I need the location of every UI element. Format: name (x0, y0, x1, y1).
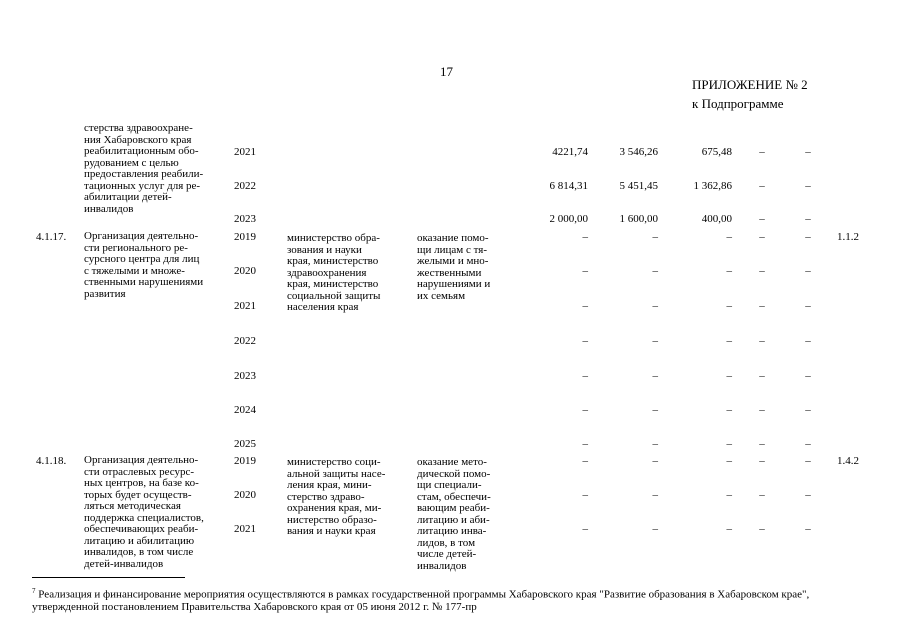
year-cell: 2022 (234, 335, 256, 347)
value-local: – (759, 213, 765, 225)
value-regional: – (726, 335, 732, 347)
value-regional: – (726, 489, 732, 501)
value-other: – (805, 146, 811, 158)
year-cell: 2022 (234, 180, 256, 192)
year-cell: 2019 (234, 231, 256, 243)
year-cell: 2025 (234, 438, 256, 450)
value-federal: – (652, 455, 658, 467)
year-cell: 2021 (234, 300, 256, 312)
value-federal: – (652, 438, 658, 450)
row-number: 4.1.18. (36, 455, 67, 467)
appendix-subtitle: к Подпрограмме (692, 96, 784, 111)
row-result: оказание мето- дической помо- щи специали- стам, обеспечи- вающим реаби- литацию и аби- литацию инва- лидов, в том числе детей- инвалидов (417, 456, 491, 572)
row-executor: министерство обра- зования и науки края, министерство здравоохранения края, министерство социальной защиты населения края (287, 232, 381, 313)
value-regional: 400,00 (701, 213, 732, 225)
value-federal: – (652, 404, 658, 416)
value-regional: – (726, 370, 732, 382)
value-local: – (759, 180, 765, 192)
value-local: – (759, 231, 765, 243)
row-indicator: 1.4.2 (837, 455, 859, 467)
value-local: – (759, 265, 765, 277)
row-name: стерства здравоохране- ния Хабаровского края реабилитационным обо- рудованием с целью предоставления реабили- тационных услуг для ре- абилитации детей- инвалидов (84, 122, 204, 215)
row-name: Организация деятельно- сти регионального ре- сурсного центра для лиц с тяжелыми и множе- ственными нарушениями развития (84, 230, 204, 300)
value-federal: – (652, 523, 658, 535)
value-total: – (582, 300, 588, 312)
footnote-divider (32, 577, 185, 578)
year-cell: 2021 (234, 523, 256, 535)
value-federal: 5 451,45 (619, 180, 658, 192)
footnote (32, 585, 872, 614)
value-total: – (582, 231, 588, 243)
value-total: 4221,74 (552, 146, 588, 158)
value-regional: – (726, 438, 732, 450)
value-other: – (805, 523, 811, 535)
row-result: оказание помо- щи лицам с тя- желыми и мно- жественными нарушениями и их семьям (417, 232, 491, 302)
value-regional: – (726, 300, 732, 312)
value-total: – (582, 335, 588, 347)
value-federal: – (652, 489, 658, 501)
value-local: – (759, 455, 765, 467)
row-indicator: 1.1.2 (837, 231, 859, 243)
value-other: – (805, 455, 811, 467)
value-local: – (759, 523, 765, 535)
year-cell: 2024 (234, 404, 256, 416)
value-regional: 675,48 (701, 146, 732, 158)
row-number: 4.1.17. (36, 231, 67, 243)
value-total: – (582, 438, 588, 450)
appendix-title: ПРИЛОЖЕНИЕ № 2 (692, 77, 808, 92)
year-cell: 2021 (234, 146, 256, 158)
value-federal: 3 546,26 (619, 146, 658, 158)
value-other: – (805, 335, 811, 347)
value-regional: – (726, 455, 732, 467)
value-regional: – (726, 265, 732, 277)
value-federal: 1 600,00 (619, 213, 658, 225)
value-local: – (759, 146, 765, 158)
value-regional: – (726, 523, 732, 535)
value-other: – (805, 300, 811, 312)
value-regional: – (726, 404, 732, 416)
year-cell: 2019 (234, 455, 256, 467)
value-federal: – (652, 231, 658, 243)
value-total: – (582, 489, 588, 501)
value-local: – (759, 438, 765, 450)
value-total: – (582, 370, 588, 382)
year-cell: 2020 (234, 489, 256, 501)
year-cell: 2023 (234, 370, 256, 382)
value-total: – (582, 404, 588, 416)
value-local: – (759, 335, 765, 347)
value-other: – (805, 213, 811, 225)
footnote-marker: 7 (32, 587, 36, 595)
row-executor: министерство соци- альной защиты насе- ления края, мини- стерство здраво- охранения края, ми- нистерство образо- вания и науки края (287, 456, 386, 537)
value-local: – (759, 370, 765, 382)
value-other: – (805, 404, 811, 416)
value-other: – (805, 438, 811, 450)
value-total: – (582, 523, 588, 535)
value-total: – (582, 265, 588, 277)
year-cell: 2023 (234, 213, 256, 225)
value-regional: – (726, 231, 732, 243)
value-other: – (805, 370, 811, 382)
value-federal: – (652, 300, 658, 312)
value-federal: – (652, 335, 658, 347)
page-number: 17 (440, 64, 453, 79)
value-total: – (582, 455, 588, 467)
value-federal: – (652, 370, 658, 382)
value-other: – (805, 180, 811, 192)
value-total: 2 000,00 (549, 213, 588, 225)
row-name: Организация деятельно- сти отраслевых ресурс- ных центров, на базе ко- торых будет осуществ- ляться методическая поддержка специалистов, обеспечивающих реаби- литацию и абилитацию инвалидов, в том числе детей-инвалидов (84, 454, 204, 570)
value-other: – (805, 489, 811, 501)
value-regional: 1 362,86 (693, 180, 732, 192)
year-cell: 2020 (234, 265, 256, 277)
value-local: – (759, 489, 765, 501)
value-local: – (759, 404, 765, 416)
value-local: – (759, 300, 765, 312)
value-total: 6 814,31 (549, 180, 588, 192)
value-federal: – (652, 265, 658, 277)
footnote-text: Реализация и финансирование мероприятия осуществляются в рамках государственной программы Хабаровского края "Развитие образования в Хабаровском крае", утвержденной постановлением Правительства Хабаровского края от 05 июня 2012 г. № 177-пр (32, 588, 810, 614)
value-other: – (805, 231, 811, 243)
value-other: – (805, 265, 811, 277)
